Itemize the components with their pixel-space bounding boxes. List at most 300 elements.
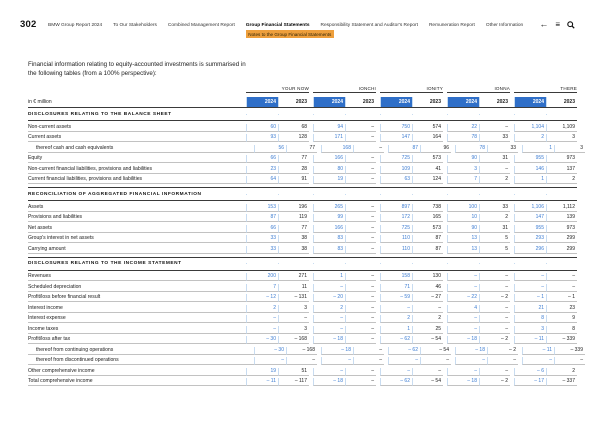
nav-subsection-tag[interactable]: Notes to the Group Financial Statements [246,30,334,38]
value-cell: – [346,305,376,313]
value-cell: 2 [380,315,413,323]
value-cell: 91 [279,176,309,184]
value-cell: – [346,214,376,222]
value-cell: – [480,273,510,281]
value-cell: – [346,124,376,132]
value-cell: 33 [246,246,279,254]
value-cell: 56 [254,145,287,153]
value-cell: 51 [279,368,309,376]
value-cell: – 62 [388,347,421,355]
value-cell: 725 [380,225,413,233]
value-cell: – 168 [279,336,309,344]
table-row [28,376,577,387]
year-header-2024: 2024 [514,97,547,107]
year-header-2024: 2024 [313,97,346,107]
section-title: DISCLOSURES RELATING TO THE INCOME STATEMENT [28,261,182,266]
value-cell: 22 [447,124,480,132]
value-cell: 33 [488,145,518,153]
value-cell: 64 [246,176,279,184]
year-header-2024: 2024 [380,97,413,107]
year-header-2023: 2023 [496,99,508,105]
value-cell: 158 [380,273,413,281]
value-cell: – [346,166,376,174]
back-arrow-icon[interactable]: ← [539,19,549,29]
value-cell: – [313,326,346,334]
value-cell: 271 [279,273,309,281]
row-label: Income taxes [28,326,246,334]
value-cell: – [346,326,376,334]
row-label: Other comprehensive income [28,368,246,376]
value-cell: 137 [547,166,577,174]
value-cell: 33 [480,134,510,142]
value-cell: 897 [380,204,413,212]
value-cell: 38 [279,246,309,254]
value-cell: – [346,284,376,292]
value-cell: – 339 [547,336,577,344]
value-cell: 78 [447,134,480,142]
value-cell: – 54 [421,347,451,355]
value-cell: 66 [246,155,279,163]
band-cell [246,194,279,195]
value-cell: – 339 [555,347,585,355]
value-cell: – [346,134,376,142]
table-row [28,281,577,292]
band-cell [514,114,547,115]
band-cell [547,194,577,195]
value-cell: 1 [514,176,547,184]
value-cell: – [313,368,346,376]
value-cell: 166 [313,225,346,233]
nav-item-0[interactable]: BMW Group Report 2024 [48,23,103,28]
value-cell: – [514,273,547,281]
value-cell: – [421,357,451,365]
value-cell: 124 [413,176,443,184]
value-cell: 3 [447,166,480,174]
value-cell: 31 [480,225,510,233]
value-cell: 147 [380,134,413,142]
table-row [28,233,577,244]
section-title: DISCLOSURES RELATING TO THE BALANCE SHEET [28,111,172,117]
value-cell: 63 [380,176,413,184]
value-cell: – [313,315,346,323]
search-icon[interactable] [567,21,575,29]
value-cell: – [346,176,376,184]
value-cell: – 27 [413,294,443,302]
band-cell [380,263,413,264]
table-row [28,222,577,233]
value-cell: 164 [413,134,443,142]
value-cell: 1,109 [547,124,577,132]
value-cell: 4 [447,305,480,313]
value-cell: 78 [455,145,488,153]
value-cell: 2 [547,368,577,376]
value-cell: 2 [246,305,279,313]
band-cell [313,263,346,264]
value-cell: 94 [313,124,346,132]
row-label: Scheduled depreciation [28,284,246,292]
band-cell [413,114,443,115]
value-cell: 90 [447,155,480,163]
column-group-label: THERE [514,86,577,93]
table-row [28,121,577,132]
row-label: Current financial liabilities, provisions and liabilities [28,176,246,184]
value-cell: 955 [514,155,547,163]
value-cell: – 62 [380,378,413,386]
value-cell: 71 [380,284,413,292]
unit-label: in € million [28,99,52,105]
value-cell: – [346,235,376,243]
row-label: Equity [28,155,246,163]
value-cell: – 11 [522,347,555,355]
value-cell: – 2 [480,378,510,386]
table-row [28,344,583,355]
year-header-row [28,93,577,108]
value-cell: – [480,368,510,376]
value-cell: 196 [279,204,309,212]
value-cell: 83 [313,235,346,243]
value-cell: – [455,357,488,365]
value-cell: – [380,368,413,376]
value-cell: – 6 [514,368,547,376]
value-cell: – [346,378,376,386]
value-cell: – 18 [455,347,488,355]
value-cell: 28 [279,166,309,174]
value-cell: 3 [279,326,309,334]
value-cell: 96 [421,145,451,153]
value-cell: 738 [413,204,443,212]
value-cell: – 2 [488,347,518,355]
row-label: thereof from discontinued operations [28,357,254,365]
band-cell [514,263,547,264]
value-cell: – [346,273,376,281]
group-header-spacer [28,92,246,93]
value-cell: 119 [279,214,309,222]
value-cell: 3 [555,145,585,153]
row-label: Carrying amount [28,246,246,254]
band-cell [246,263,279,264]
value-cell: 8 [514,315,547,323]
value-cell: 33 [246,235,279,243]
value-cell: 3 [514,326,547,334]
value-cell: 3 [279,305,309,313]
value-cell: – [246,315,279,323]
value-cell: 87 [413,235,443,243]
year-header-2024: 2024 [246,97,279,107]
year-header-2023: 2023 [429,99,441,105]
value-cell: 68 [279,124,309,132]
value-cell: – 30 [254,347,287,355]
value-cell: 13 [447,246,480,254]
value-cell: – [480,315,510,323]
row-label: Revenues [28,273,246,281]
value-cell: 23 [246,166,279,174]
value-cell: 99 [313,214,346,222]
value-cell: – [346,336,376,344]
band-cell [313,114,346,115]
band-cell [514,194,547,195]
value-cell: 5 [480,235,510,243]
nav-item-6[interactable]: Other Information [485,23,524,28]
value-cell: 299 [547,235,577,243]
table-row [28,163,577,174]
band-cell [547,114,577,115]
value-cell: – 22 [447,294,480,302]
value-cell: 2 [313,305,346,313]
table-row [28,153,577,164]
value-cell: – [346,246,376,254]
value-cell: – 18 [447,336,480,344]
value-cell: 973 [547,155,577,163]
value-cell: 80 [313,166,346,174]
value-cell: – [522,357,555,365]
nav-item-1[interactable]: To Our Stakeholders [113,23,157,28]
value-cell: 2 [547,176,577,184]
value-cell: 166 [313,155,346,163]
value-cell: 87 [413,246,443,254]
value-cell: – 11 [246,378,279,386]
value-cell: 19 [246,368,279,376]
band-cell [447,114,480,115]
table-row [28,302,577,313]
value-cell: 1 [522,145,555,153]
section-title-row [28,187,577,201]
value-cell: – 1 [514,294,547,302]
band-cell [447,263,480,264]
band-cell [480,114,510,115]
nav-item-4[interactable]: Responsibility Statement and Auditor's Report [320,23,418,28]
group-header-row [28,84,577,93]
value-cell: 265 [313,204,346,212]
table-row [28,334,577,345]
row-label: Group's interest in net assets [28,235,246,243]
value-cell: 1,112 [547,204,577,212]
year-header-2023: 2023 [295,99,307,105]
value-cell: 955 [514,225,547,233]
band-cell [346,114,376,115]
table-row [28,292,577,303]
band-cell [246,114,279,115]
band-cell [346,263,376,264]
top-nav [48,23,524,37]
table-row [28,355,583,366]
value-cell: – 54 [413,378,443,386]
value-cell: 200 [246,273,279,281]
band-cell [279,114,309,115]
row-label: Assets [28,204,246,212]
table-of-contents-icon[interactable]: ≡ [555,19,560,29]
value-cell: – [380,305,413,313]
value-cell: – 18 [313,378,346,386]
band-cell [380,194,413,195]
value-cell: – [388,357,421,365]
value-cell: – [480,124,510,132]
value-cell: – [346,225,376,233]
value-cell: – [346,315,376,323]
value-cell: 1 [313,273,346,281]
value-cell: – [547,273,577,281]
value-cell: – 18 [321,347,354,355]
value-cell: – 337 [547,378,577,386]
top-icons [539,20,575,29]
nav-item-2[interactable]: Combined Management Report [167,23,235,28]
row-label: Provisions and liabilities [28,214,246,222]
band-cell [279,194,309,195]
band-cell [480,194,510,195]
value-cell: – [413,305,443,313]
value-cell: 109 [380,166,413,174]
year-header-2024: 2024 [447,97,480,107]
value-cell: 1,106 [514,204,547,212]
page-number: 302 [20,19,37,30]
value-cell: – [287,357,317,365]
value-cell: 1 [380,326,413,334]
value-cell: 83 [313,246,346,254]
value-cell: 33 [480,204,510,212]
value-cell: 725 [380,155,413,163]
value-cell: 87 [388,145,421,153]
value-cell: 46 [413,284,443,292]
value-cell: – [488,357,518,365]
value-cell: – [447,326,480,334]
value-cell: – [321,357,354,365]
value-cell: 100 [447,204,480,212]
value-cell: – 2 [480,294,510,302]
value-cell: – 59 [380,294,413,302]
value-cell: 5 [480,246,510,254]
nav-item-5[interactable]: Remuneration Report [428,23,475,28]
value-cell: – 168 [287,347,317,355]
value-cell: – [413,368,443,376]
value-cell: 128 [279,134,309,142]
value-cell: – [354,347,384,355]
value-cell: – [547,284,577,292]
band-cell [380,114,413,115]
value-cell: 60 [246,124,279,132]
nav-item-3[interactable]: Group Financial Statements Notes to the Group Financial Statements [246,23,310,28]
value-cell: – 117 [279,378,309,386]
value-cell: 2 [413,315,443,323]
value-cell: 110 [380,246,413,254]
row-label: Non-current financial liabilities, provisions and liabilities [28,166,246,174]
value-cell: – 20 [313,294,346,302]
value-cell: – [346,368,376,376]
column-group-label: IONITY [380,86,443,93]
value-cell: 23 [547,305,577,313]
value-cell: – [480,326,510,334]
value-cell: 77 [279,225,309,233]
value-cell: 1,104 [514,124,547,132]
value-cell: 110 [380,235,413,243]
value-cell: – [346,155,376,163]
value-cell: 3 [547,134,577,142]
value-cell: 146 [514,166,547,174]
value-cell: – [346,204,376,212]
column-group-label: YOUR NOW [246,86,309,93]
intro-text: Financial information relating to equity-accounted investments is summarised in the following tables (from a 100% perspective): [28,61,246,77]
value-cell: 41 [413,166,443,174]
value-cell: 165 [413,214,443,222]
financial-table [28,84,583,386]
value-cell: 139 [547,214,577,222]
value-cell: 77 [279,155,309,163]
value-cell: – 12 [246,294,279,302]
value-cell: 38 [279,235,309,243]
value-cell: 8 [547,326,577,334]
value-cell: 21 [514,305,547,313]
value-cell: 13 [447,235,480,243]
value-cell: 19 [313,176,346,184]
value-cell: 293 [514,235,547,243]
column-group-label: IONNA [447,86,510,93]
value-cell: – 18 [447,378,480,386]
value-cell: 573 [413,155,443,163]
value-cell: 31 [480,155,510,163]
value-cell: 11 [279,284,309,292]
section-title-row [28,108,577,121]
table-row [28,243,577,254]
column-group-label: IONCHI [313,86,376,93]
value-cell: 172 [380,214,413,222]
year-header-2023: 2023 [362,99,374,105]
value-cell: – [447,368,480,376]
row-label: thereof cash and cash equivalents [28,145,254,153]
value-cell: 7 [447,176,480,184]
value-cell: 2 [514,134,547,142]
value-cell: – [447,284,480,292]
value-cell: 77 [287,145,317,153]
band-cell [313,194,346,195]
band-cell [480,263,510,264]
value-cell: 573 [413,225,443,233]
table-row [28,212,577,223]
value-cell: – 30 [246,336,279,344]
year-header-2023: 2023 [563,99,575,105]
section-title-row [28,257,577,271]
value-cell: – [447,273,480,281]
value-cell: – [447,315,480,323]
value-cell: 90 [447,225,480,233]
band-cell [346,194,376,195]
value-cell: 87 [246,214,279,222]
value-cell: 299 [547,246,577,254]
value-cell: 25 [413,326,443,334]
band-cell [413,263,443,264]
row-label: Non-current assets [28,124,246,132]
row-label: Total comprehensive income [28,378,246,386]
value-cell: – [279,315,309,323]
table-row [28,323,577,334]
table-row [28,365,577,376]
value-cell: – [354,145,384,153]
table-row [28,271,577,282]
table-row [28,174,577,185]
table-row [28,142,583,153]
section-title: RECONCILIATION OF AGGREGATED FINANCIAL INFORMATION [28,191,202,197]
value-cell: – 18 [313,336,346,344]
value-cell: – [480,166,510,174]
row-label: Profit/loss before financial result [28,294,246,302]
value-cell: 93 [246,134,279,142]
value-cell: 10 [447,214,480,222]
value-cell: – [480,305,510,313]
value-cell: – [254,357,287,365]
row-label: Interest income [28,305,246,313]
table-row [28,201,577,212]
row-label: Profit/loss after tax [28,336,246,344]
value-cell: 9 [547,315,577,323]
value-cell: – 62 [380,336,413,344]
value-cell: 168 [321,145,354,153]
